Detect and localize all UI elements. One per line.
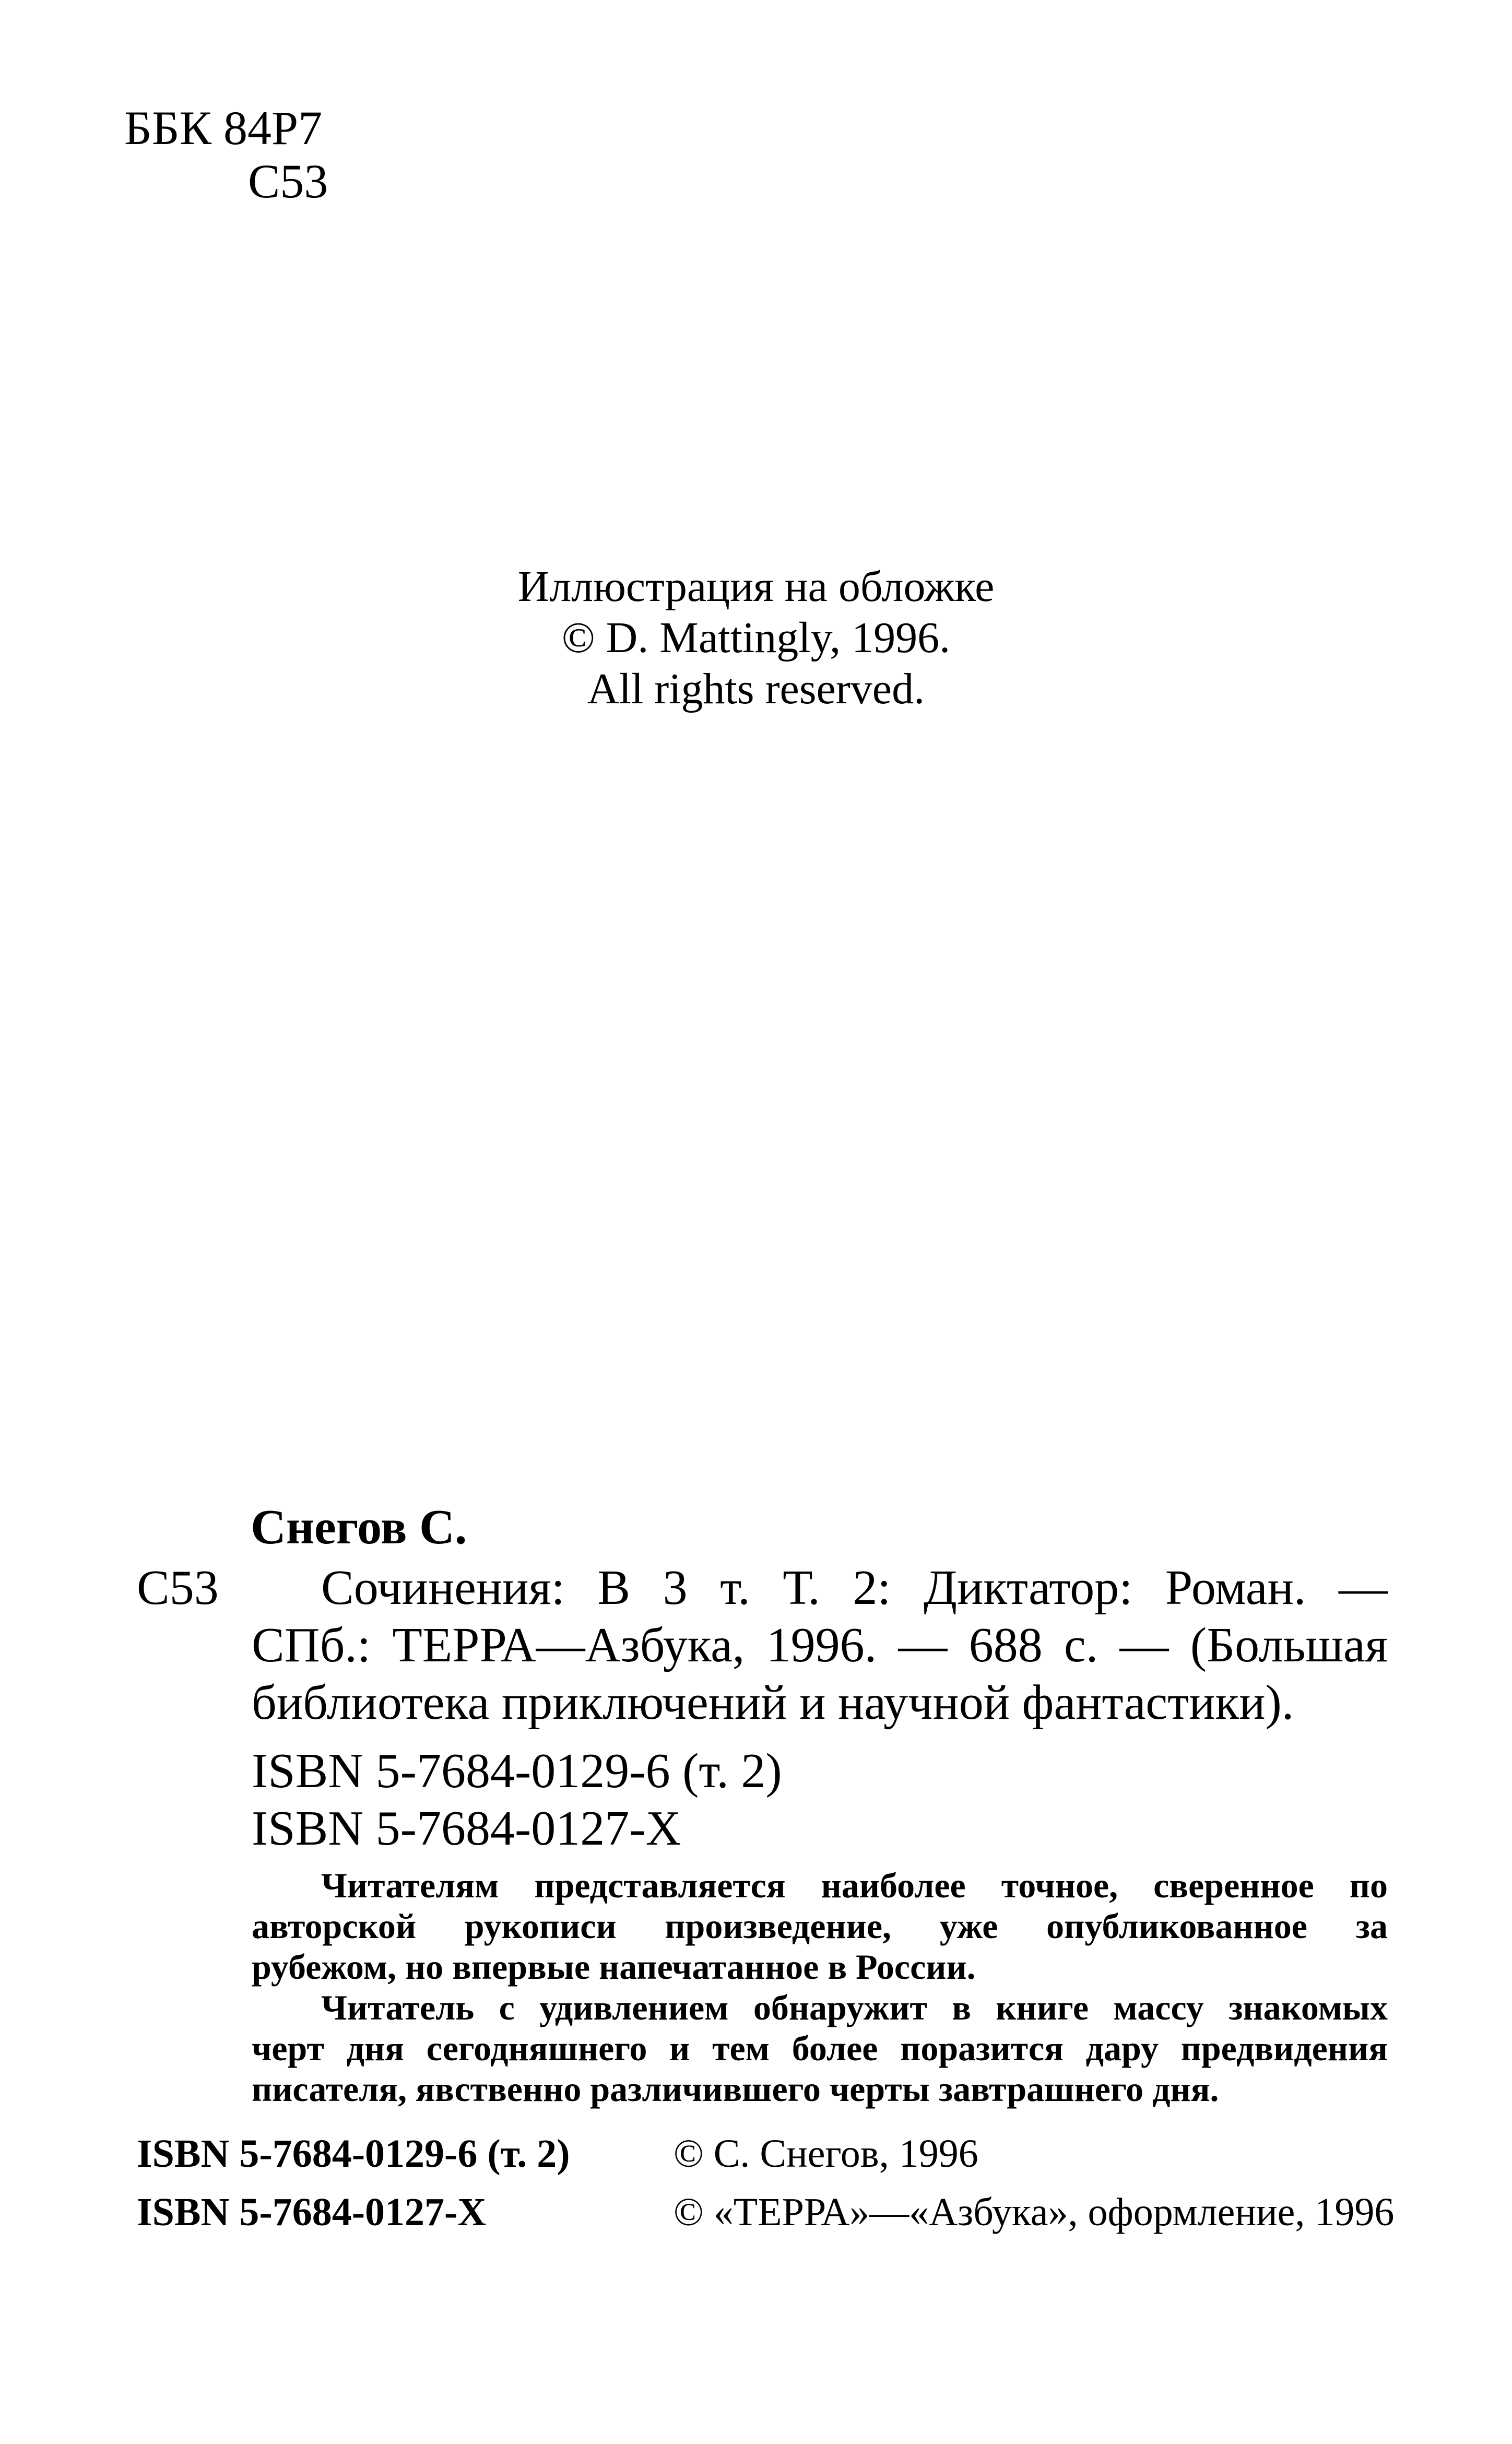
illustration-credit (0, 561, 1512, 715)
bbk-code: ББК 84Р7 (124, 101, 323, 155)
card-isbn-set: ISBN 5-7684-0127-Х (252, 1801, 681, 1856)
card-description-line: СПб.: ТЕРРА—Азбука, 1996. — 688 с. — (Большая (252, 1618, 1388, 1672)
card-author-sign: С53 (137, 1561, 219, 1615)
annotation-line: черт дня сегодняшнего и тем более поразится дару предвидения (252, 2028, 1388, 2068)
card-description-line: библиотека приключений и научной фантастики). (252, 1675, 1294, 1730)
illustration-rights: All rights reserved. (587, 665, 925, 713)
illustration-caption: Иллюстрация на обложке (517, 562, 995, 611)
annotation-line: рубежом, но впервые напечатанное в России. (252, 1947, 976, 1987)
illustration-copyright: © D. Mattingly, 1996. (561, 613, 951, 662)
footer-copyright-author: © С. Снегов, 1996 (674, 2132, 978, 2176)
footer-copyright-design: © «ТЕРРА»—«Азбука», оформление, 1996 (674, 2190, 1395, 2234)
annotation-line: авторской рукописи произведение, уже опубликованное за (252, 1906, 1388, 1946)
annotation-line: Читателям представляется наиболее точное, сверенное по (321, 1866, 1388, 1905)
author-sign: С53 (248, 155, 328, 208)
annotation-line: писателя, явственно различившего черты завтрашнего дня. (252, 2069, 1219, 2109)
card-description-line: Сочинения: В 3 т. Т. 2: Диктатор: Роман. — (321, 1561, 1388, 1615)
card-author: Снегов С. (251, 1500, 467, 1554)
annotation-line: Читатель с удивлением обнаружит в книге массу знакомых (321, 1988, 1388, 2027)
footer-isbn-set: ISBN 5-7684-0127-Х (137, 2190, 487, 2234)
footer-isbn-volume: ISBN 5-7684-0129-6 (т. 2) (137, 2132, 570, 2176)
card-isbn-volume: ISBN 5-7684-0129-6 (т. 2) (252, 1744, 782, 1798)
